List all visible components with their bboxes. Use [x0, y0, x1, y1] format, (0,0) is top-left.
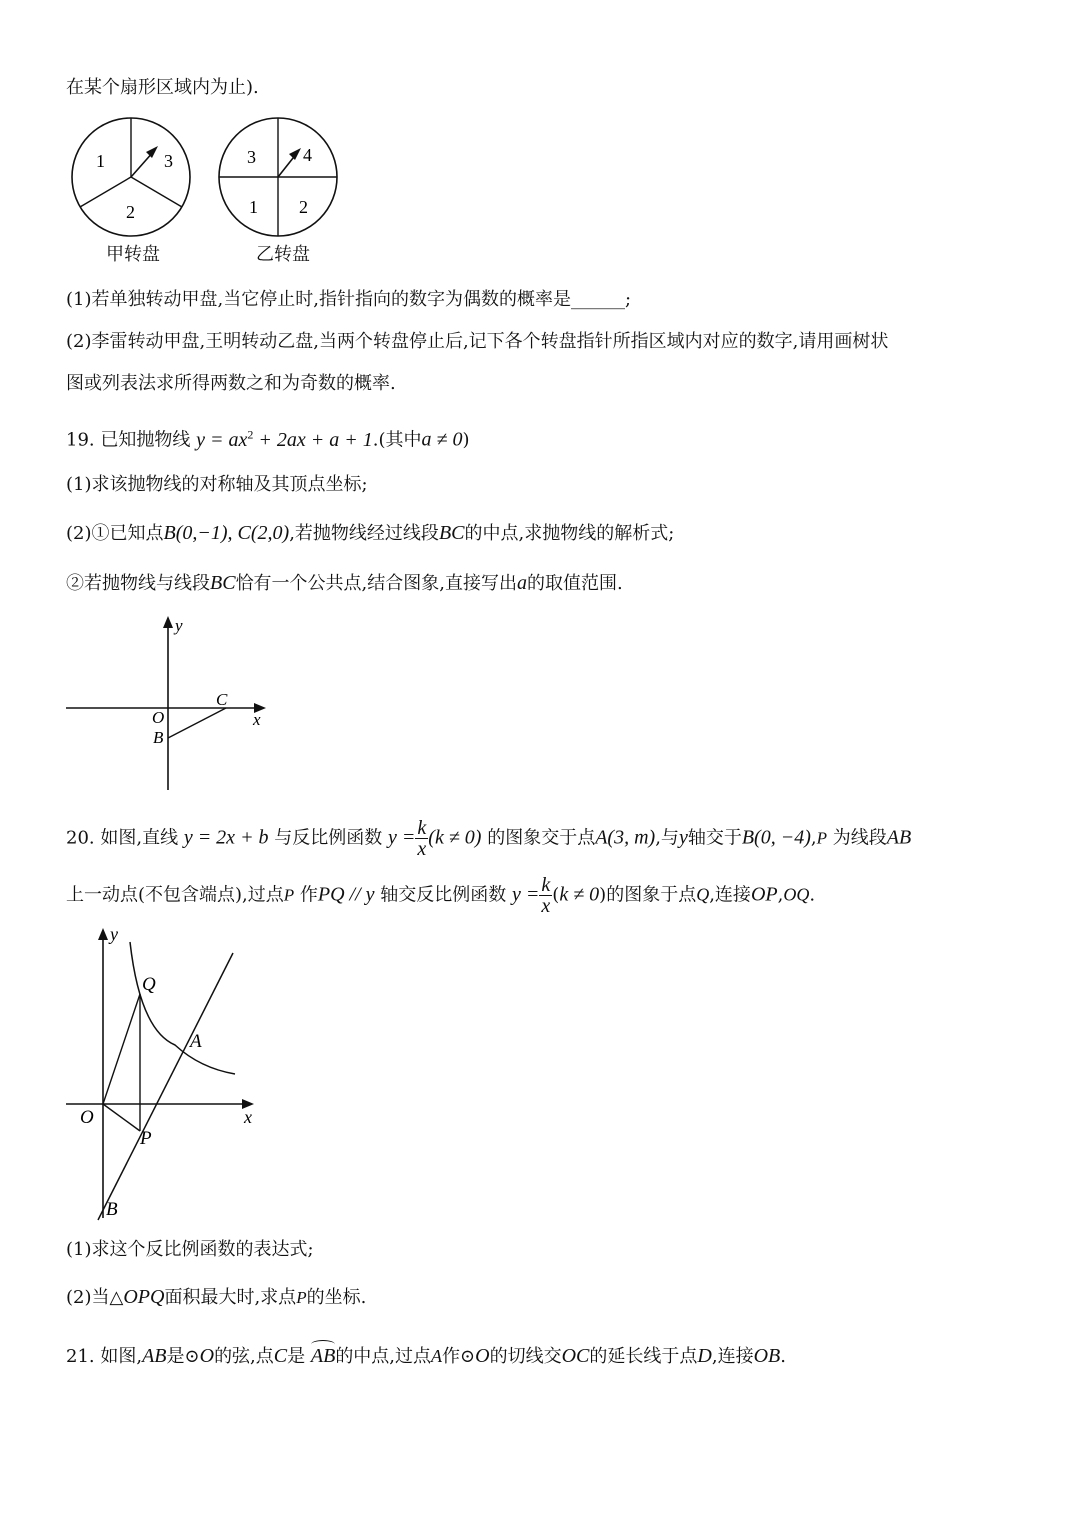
q19-var-a: a [517, 572, 528, 594]
q21-circle-o: O [199, 1345, 215, 1367]
q21-circle-o-2: O [475, 1345, 490, 1367]
q20-p2-end: 的坐标. [306, 1287, 367, 1308]
q19-label-b: B [153, 728, 164, 747]
q20-y-eq: y = [388, 826, 416, 849]
q20-segment-op-line [103, 1104, 140, 1131]
spinner-jia-number: 2 [126, 202, 135, 222]
q20-mid5: , [810, 827, 817, 849]
q20-point-p: P [816, 828, 827, 848]
spinner-jia-divider [80, 177, 131, 207]
q18-part2-line1: (2)李雷转动甲盘,王明转动乙盘,当两个转盘停止后,记下各个转盘指针所指区域内对应的数字,请用画树状 [66, 331, 889, 352]
q20-label-b: B [106, 1199, 118, 1220]
q20-p2-start: (2)当△ [66, 1287, 124, 1308]
q20-y-axis-ref: y [678, 826, 688, 849]
spinner-yi-number: 4 [303, 145, 312, 165]
q19-part1: (1)求该抛物线的对称轴及其顶点坐标; [66, 474, 368, 495]
q20-head: 20. 如图,直线 [66, 827, 179, 849]
q19-stem [66, 422, 470, 453]
q19-tail-close: ) [462, 429, 470, 451]
q19-label-o: O [152, 708, 165, 727]
q20-label-x: x [244, 1107, 252, 1127]
spinner-jia-label: 甲转盘 [106, 244, 160, 265]
q20-l2-comma: , [777, 884, 784, 906]
q20-mid4: 轴交于 [687, 827, 742, 849]
q20-l2-cond-open: ( [552, 884, 560, 906]
q21-t7: 的延长线于点 [589, 1346, 698, 1367]
q21-stem [66, 1344, 786, 1369]
q19-p2-end: 的中点,求抛物线的解析式; [464, 523, 675, 544]
spinner-yi-number: 3 [247, 147, 256, 167]
q20-l2-start: 上一动点(不包含端点),过点 [66, 884, 284, 906]
q20-label-y: y [110, 924, 118, 944]
q21-chord-ab: AB [142, 1345, 167, 1367]
spinner-yi-label: 乙转盘 [256, 244, 310, 265]
spinner-jia-pointer-head [146, 146, 158, 158]
q20-pq-parallel: PQ // y [317, 883, 375, 906]
q19-formula: $y = ax^2 + 2ax + a + 1$ [196, 427, 373, 451]
q20-mid2: 的图象交于点 [487, 827, 596, 849]
q19-p3-start: ②若抛物线与线段 [66, 573, 210, 594]
q20-l2-end: . [809, 884, 816, 906]
spinner-yi-pointer-head [289, 148, 301, 160]
q20-label-a: A [190, 1031, 202, 1052]
q20-mid1: 与反比例函数 [274, 827, 383, 849]
spinner-jia-divider [131, 177, 182, 207]
q19-label-x: x [253, 710, 261, 729]
q20-mid3: ,与 [655, 827, 679, 849]
q18-part1: (1)若单独转动甲盘,当它停止时,指针指向的数字为偶数的概率是______; [66, 289, 632, 310]
q21-head: 21. 如图, [66, 1346, 143, 1367]
q19-segment-bc: BC [438, 522, 465, 544]
q20-l2-mid3: ,连接 [709, 884, 751, 906]
q20-l2-q: Q [696, 884, 710, 905]
q21-t1: 是⊙ [166, 1346, 200, 1367]
q21-t4: 的中点,过点 [335, 1346, 432, 1367]
q20-l2-p: P [283, 885, 295, 905]
spinner-jia-number: 3 [164, 151, 173, 171]
q21-t2: 的弦,点 [214, 1346, 274, 1367]
q19-tail: .(其中 [372, 429, 422, 451]
q18-part2-line2: 图或列表法求所得两数之和为奇数的概率. [66, 373, 396, 394]
q20-point-a: A(3, m) [595, 826, 656, 849]
q21-point-d: D [697, 1345, 712, 1367]
q20-y-arrow [98, 928, 108, 940]
q19-p2-mid: ,若抛物线经过线段 [289, 523, 439, 544]
q21-point-c: C [273, 1345, 288, 1367]
q21-t8: ,连接 [711, 1346, 754, 1367]
q20-segment-ab: AB [886, 826, 912, 849]
spinner-jia-figure [66, 115, 196, 240]
q21-point-a: A [431, 1346, 443, 1366]
q21-segment-oc: OC [561, 1345, 590, 1367]
q20-l2-condition: k ≠ 0 [559, 883, 600, 906]
q19-part2 [66, 521, 674, 546]
q21-t5: 作⊙ [442, 1346, 476, 1367]
q20-line-ab [98, 953, 233, 1220]
q20-label-q: Q [142, 974, 156, 995]
intro-tail: 在某个扇形区域内为止). [66, 77, 259, 98]
q20-part2 [66, 1285, 366, 1310]
q19-p3-mid: 恰有一个公共点,结合图象,直接写出 [235, 573, 518, 594]
q19-coordinate-figure [60, 610, 280, 795]
q20-l2-fraction: $\frac{k}{x}$ [541, 874, 551, 917]
q20-l2-cond-close: )的图象于点 [599, 884, 697, 906]
q19-label-y: y [175, 616, 183, 635]
q19-part3 [66, 571, 623, 596]
q19-points: B(0,−1), C(2,0) [163, 522, 290, 544]
q20-stem-line1 [66, 818, 911, 859]
q19-segment-bc-line [168, 708, 226, 738]
q19-segment-bc-2: BC [210, 572, 236, 594]
q21-segment-ob: OB [753, 1345, 781, 1367]
q20-triangle-opq: OPQ [123, 1286, 165, 1308]
q21-t3: 是 [287, 1346, 306, 1367]
q19-p3-end: 的取值范围. [527, 573, 623, 594]
q20-label-p: P [140, 1128, 152, 1149]
q19-p2-start: (2)①已知点 [66, 523, 164, 544]
q19-head: 19. 已知抛物线 [66, 429, 191, 451]
q20-condition: (k ≠ 0) [428, 826, 482, 849]
q20-fraction: $\frac{k}{x}$ [417, 817, 427, 860]
q20-part1: (1)求这个反比例函数的表达式; [66, 1239, 314, 1260]
q19-condition: a ≠ 0 [421, 428, 463, 451]
q20-p2-p: P [296, 1288, 307, 1307]
q21-arc-ab: AB [310, 1345, 336, 1367]
q20-segment-op: OP [750, 883, 778, 906]
q20-label-o: O [80, 1107, 94, 1128]
q20-function-figure [60, 920, 270, 1225]
spinner-yi-number: 2 [299, 197, 308, 217]
q20-mid6: 为线段 [832, 827, 887, 849]
spinner-yi-figure [215, 115, 345, 240]
q21-t6: 的切线交 [489, 1346, 562, 1367]
spinner-jia-number: 1 [96, 151, 105, 171]
q20-line-equation: y = 2x + b [183, 826, 269, 849]
q20-l2-y-eq: y = [512, 883, 540, 906]
q20-p2-mid: 面积最大时,求点 [164, 1287, 297, 1308]
q20-segment-oq: OQ [783, 884, 810, 905]
q21-t9: . [780, 1346, 786, 1367]
spinner-yi-number: 1 [249, 197, 258, 217]
q19-y-arrow [163, 616, 173, 628]
q19-label-c: C [216, 690, 228, 709]
q20-stem-line2 [66, 875, 815, 916]
q20-point-b: B(0, −4) [741, 826, 811, 849]
q20-l2-mid2: 轴交反比例函数 [380, 884, 507, 906]
q20-segment-oq-line [103, 994, 140, 1104]
q20-l2-mid: 作 [299, 884, 318, 906]
